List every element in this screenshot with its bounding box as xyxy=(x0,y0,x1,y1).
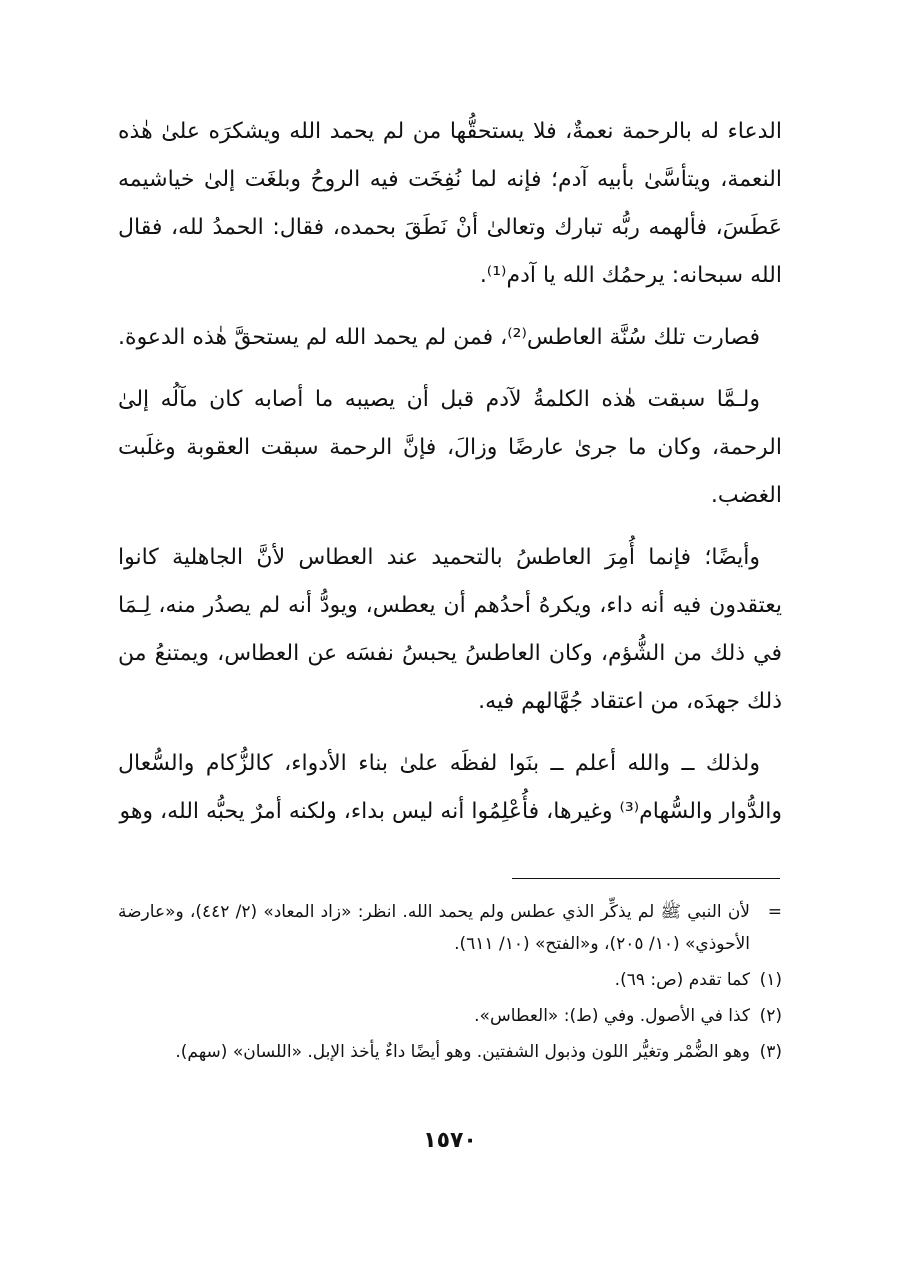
paragraph: الدعاء له بالرحمة نعمةٌ، فلا يستحقُّها من لم يحمد الله ويشكرَه علىٰ هٰذه النعمة، ويتأسَّىٰ بأبيه آدم؛ فإنه لما نُفِخَت فيه الروحُ وبلغَت إلىٰ خياشيمه عَطَسَ، فألهمه ربُّه تبارك وتعالىٰ أنْ نَطَقَ بحمده، فقال: الحمدُ لله، فقال الله سبحانه: يرحمُك الله يا آدم⁽¹⁾. xyxy=(118,119,782,288)
main-text xyxy=(118,108,782,850)
footnote-marker: (٢) xyxy=(759,1006,782,1026)
footnote-marker: (٣) xyxy=(759,1042,782,1062)
footnote-marker: (١) xyxy=(759,970,782,990)
paragraph: فصارت تلك سُنَّة العاطس⁽²⁾، فمن لم يحمد الله لم يستحقَّ هٰذه الدعوة. xyxy=(118,325,760,350)
footnote-marker: = xyxy=(767,902,782,922)
footnote-1 xyxy=(118,964,782,996)
page-number: ١٥٧٠ xyxy=(423,1128,477,1153)
footnote-text: لأن النبي ﷺ لم يذكِّر الذي عطس ولم يحمد الله. انظر: «زاد المعاد» (٢/ ٤٤٢)، و«عارضة الأحوذي» (١٠/ ٢٠٥)، و«الفتح» (١٠/ ٦١١). xyxy=(118,902,750,954)
footnote-separator xyxy=(512,878,780,879)
footnotes xyxy=(118,896,782,1072)
footnote-3 xyxy=(118,1036,782,1068)
footnote-continued xyxy=(118,896,782,960)
paragraph: ولذلك ــ والله أعلم ــ بنَوا لفظَه علىٰ بناء الأدواء، كالزُّكام والسُّعال والدُّوار والسُّهام⁽³⁾ وغيرها، فأُعْلِمُوا أنه ليس بداء، ولكنه أمرٌ يحبُّه الله، وهو xyxy=(118,751,782,824)
paragraph: وأيضًا؛ فإنما أُمِرَ العاطسُ بالتحميد عند العطاس لأنَّ الجاهلية كانوا يعتقدون فيه أنه داء، ويكرهُ أحدُهم أن يعطس، ويودُّ أنه لم يصدُر منه، لِـمَا في ذلك من الشُّؤم، وكان العاطسُ يحبسُ نفسَه عن العطاس، ويمتنعُ من ذلك جهدَه، من اعتقاد جُهَّالهم فيه. xyxy=(118,545,782,714)
footnote-text: كما تقدم (ص: ٦٩). xyxy=(614,970,750,990)
footnote-text: كذا في الأصول. وفي (ط): «العطاس». xyxy=(474,1006,750,1026)
paragraph: ولـمَّا سبقت هٰذه الكلمةُ لآدم قبل أن يصيبه ما أصابه كان مآلُه إلىٰ الرحمة، وكان ما جرىٰ عارضًا وزالَ، فإنَّ الرحمة سبقت العقوبة وغلَبت الغضب. xyxy=(118,387,782,508)
footnote-text: وهو الضُّمْر وتغيُّر اللون وذبول الشفتين. وهو أيضًا داءٌ يأخذ الإبل. «اللسان» (سهم). xyxy=(175,1042,750,1062)
footnote-2 xyxy=(118,1000,782,1032)
